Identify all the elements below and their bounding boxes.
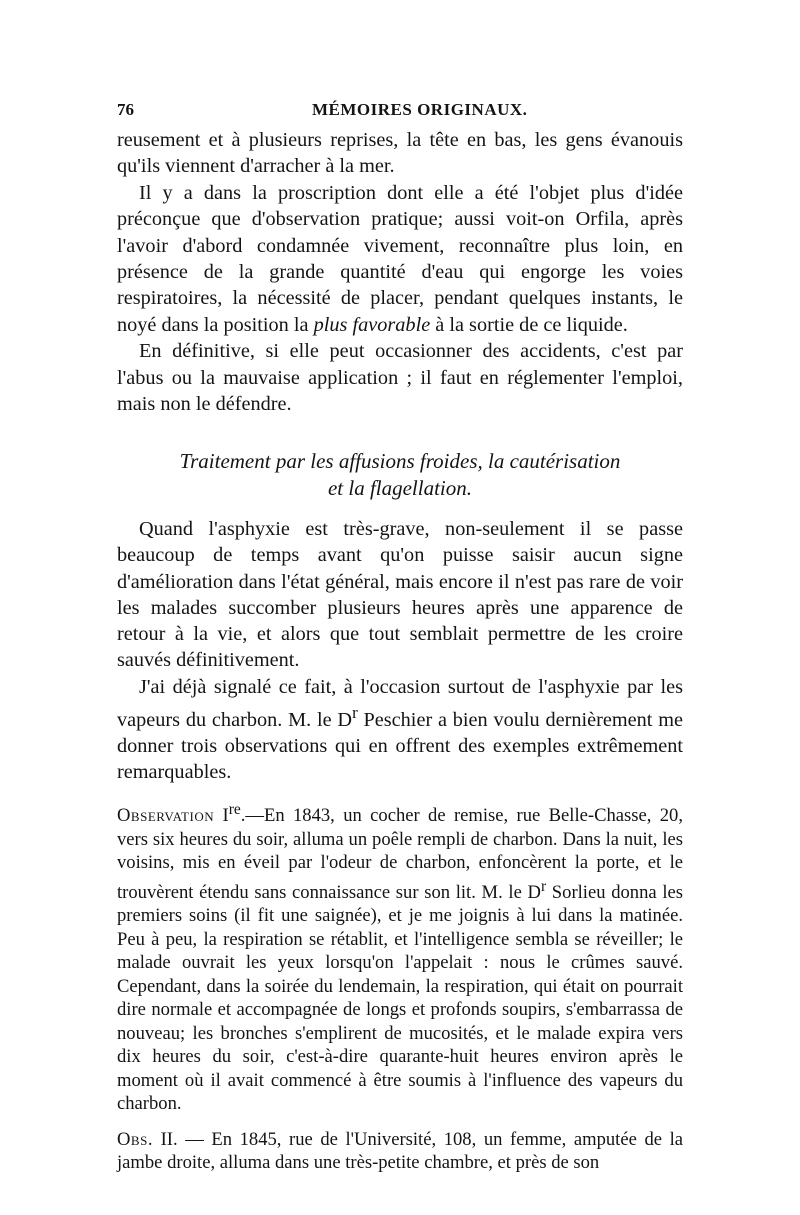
italic-emphasis: plus favorable [313,313,431,336]
main-text [117,127,683,417]
paragraph-asphyxie: Quand l'asphyxie est très-grave, non-seulement il se passe beaucoup de temps avant qu'on puisse saisir aucun signe d'amélioration dans l'état général, mais encore il n'est pas rare de voir les malades succomber plusieurs heures après une apparence de retour à la vie, et alors que tout semblait permettre de les croire sauvés définitivement. [117,518,683,672]
section-body [117,516,683,786]
page-number: 76 [117,100,134,119]
observation-2: Obs. II. — En 1845, rue de l'Université, 108, un femme, amputée de la jambe droite, alluma dans une très-petite chambre, et près de son [117,1128,683,1174]
section-heading-line-1: Traitement par les affusions froides, la cautérisation [179,449,621,473]
observation-label: Obs. [117,1128,153,1150]
running-title: MÉMOIRES ORIGINAUX. [312,100,528,119]
paragraph-continuation: reusement et à plusieurs reprises, la tête en bas, les gens évanouis qu'ils viennent d'arracher à la mer. [117,129,683,178]
section-heading [117,448,683,501]
observation-label: Observation [117,805,215,827]
paragraph-definitive: En définitive, si elle peut occasionner des accidents, c'est par l'abus ou la mauvaise application ; il faut en réglementer l'emploi, mais non le défendre. [117,340,683,416]
paragraph-orfila: Il y a dans la proscription dont elle a été l'objet plus d'idée préconçue que d'observation pratique; aussi voit-on Orfila, après l'avoir d'abord condamnée vivement, reconnaître plus loin, en présence de la grande quantité d'eau qui engorge les voies respiratoires, la nécessité de placer, pendant quelques instants, le noyé dans la position la plus favorable à la sortie de ce liquide. [117,181,683,336]
page-header [117,100,683,122]
section-heading-line-2: et la flagellation. [327,475,473,500]
observation-1: Observation Ire.—En 1843, un cocher de remise, rue Belle-Chasse, 20, vers six heures du soir, alluma un poêle rempli de charbon. Dans la nuit, les voisins, mis en éveil par l'odeur de charbon, enfoncèrent la porte, et le trouvèrent étendu sans connaissance sur son lit. M. le $D^r$ Sorlieu donna les premiers soins (il fit une saignée), et je me joignis à lui dans la matinée. Peu à peu, la respiration se rétablit, et l'intelligence sembla se réveiller; le malade ouvrait les yeux lorsqu'on l'appelait : nous le crûmes sauvé. Cependant, dans la soirée du lendemain, la respiration, qui était on pourrait dire normale et accompagnée de longs et profonds soupirs, s'embarrassa de nouveau; les bronches s'emplirent de mucosités, et le malade expira vers dix heures du soir, c'est-à-dire quarante-huit heures environ après le moment où il avait commencé à être soumis à l'influence des vapeurs du charbon. [117,801,684,1115]
paragraph-peschier: J'ai déjà signalé ce fait, à l'occasion surtout de l'asphyxie par les vapeurs du charbon. M. le $D^r$ Peschier a bien voulu dernièrement me donner trois observations qui en offrent des exemples extrêmement remarquables. [117,675,683,784]
observations-block [117,798,683,1175]
